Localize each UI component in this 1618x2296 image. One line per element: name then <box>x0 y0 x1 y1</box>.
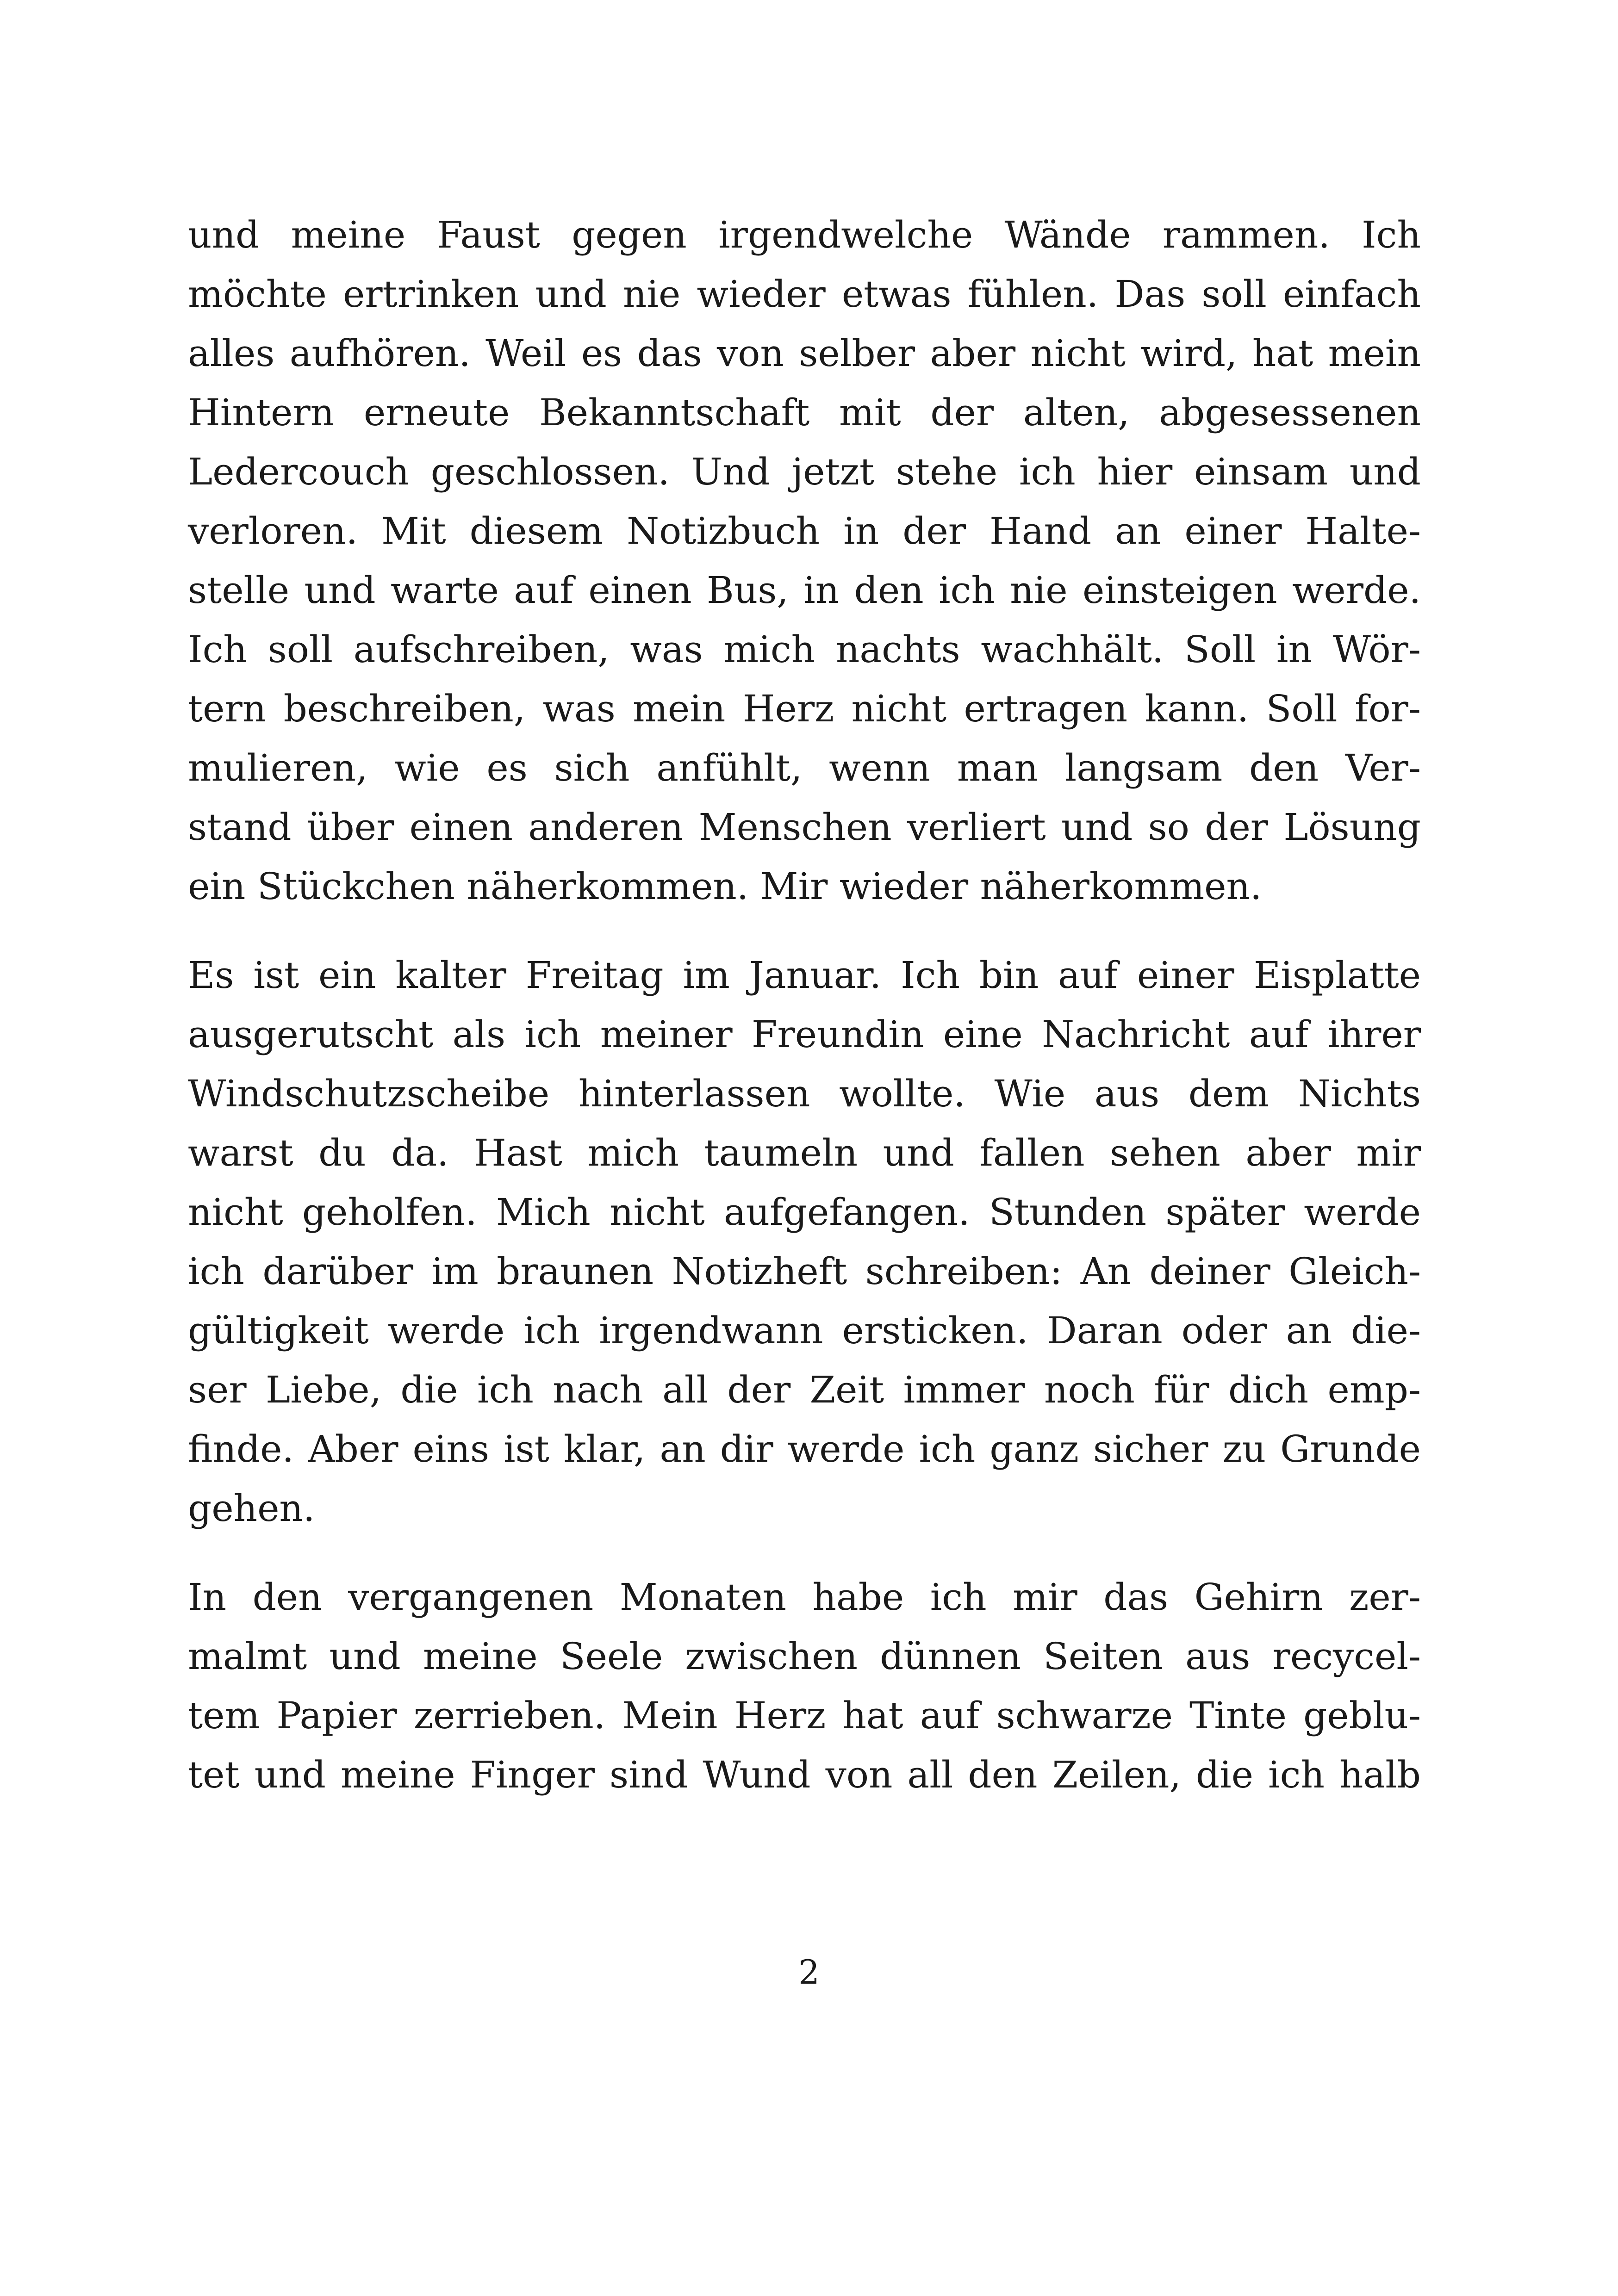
text-line: Es ist ein kalter Freitag im Januar. Ich bin auf einer Eisplatte <box>188 954 1421 997</box>
text-line: tem Papier zerrieben. Mein Herz hat auf schwarze Tinte geblu- <box>188 1694 1421 1737</box>
text-line: warst du da. Hast mich taumeln und fallen sehen aber mir <box>188 1131 1421 1174</box>
text-line: alles aufhören. Weil es das von selber aber nicht wird, hat mein <box>188 332 1421 375</box>
paragraph-1 <box>188 205 1421 916</box>
text-line: verloren. Mit diesem Notizbuch in der Hand an einer Halte- <box>188 509 1421 552</box>
text-line: ein Stückchen näherkommen. Mir wieder näherkommen. <box>188 865 1262 908</box>
text-line: stand über einen anderen Menschen verliert und so der Lösung <box>188 806 1421 849</box>
paragraph-3 <box>188 1568 1421 1805</box>
text-line: In den vergangenen Monaten habe ich mir das Gehirn zer- <box>188 1576 1421 1619</box>
text-line: Ich soll aufschreiben, was mich nachts wachhält. Soll in Wör- <box>188 628 1421 671</box>
text-line: tet und meine Finger sind Wund von all den Zeilen, die ich halb <box>188 1753 1421 1796</box>
text-line: ich darüber im braunen Notizheft schreiben: An deiner Gleich- <box>188 1250 1421 1293</box>
text-line: mulieren, wie es sich anfühlt, wenn man langsam den Ver- <box>188 746 1421 789</box>
text-line: Hintern erneute Bekanntschaft mit der alten, abgesessenen <box>188 391 1421 434</box>
text-line: gehen. <box>188 1487 315 1530</box>
text-line: ausgerutscht als ich meiner Freundin eine Nachricht auf ihrer <box>188 1013 1421 1056</box>
text-line: und meine Faust gegen irgendwelche Wände rammen. Ich <box>188 213 1421 256</box>
text-line: finde. Aber eins ist klar, an dir werde ich ganz sicher zu Grunde <box>188 1427 1421 1471</box>
text-line: tern beschreiben, was mein Herz nicht ertragen kann. Soll for- <box>188 687 1421 730</box>
text-line: gültigkeit werde ich irgendwann ersticken. Daran oder an die- <box>188 1309 1421 1352</box>
text-line: malmt und meine Seele zwischen dünnen Seiten aus recycel- <box>188 1635 1421 1678</box>
text-line: ser Liebe, die ich nach all der Zeit immer noch für dich emp- <box>188 1368 1421 1411</box>
text-line: stelle und warte auf einen Bus, in den ich nie einsteigen werde. <box>188 569 1421 612</box>
page-number: 2 <box>798 1953 820 1992</box>
text-line: Windschutzscheibe hinterlassen wollte. Wie aus dem Nichts <box>188 1072 1421 1115</box>
text-line: nicht geholfen. Mich nicht aufgefangen. Stunden später werde <box>188 1191 1421 1234</box>
paragraph-2 <box>188 946 1421 1538</box>
text-line: Ledercouch geschlossen. Und jetzt stehe ich hier einsam und <box>188 450 1421 493</box>
text-line: möchte ertrinken und nie wieder etwas fühlen. Das soll einfach <box>188 273 1421 316</box>
